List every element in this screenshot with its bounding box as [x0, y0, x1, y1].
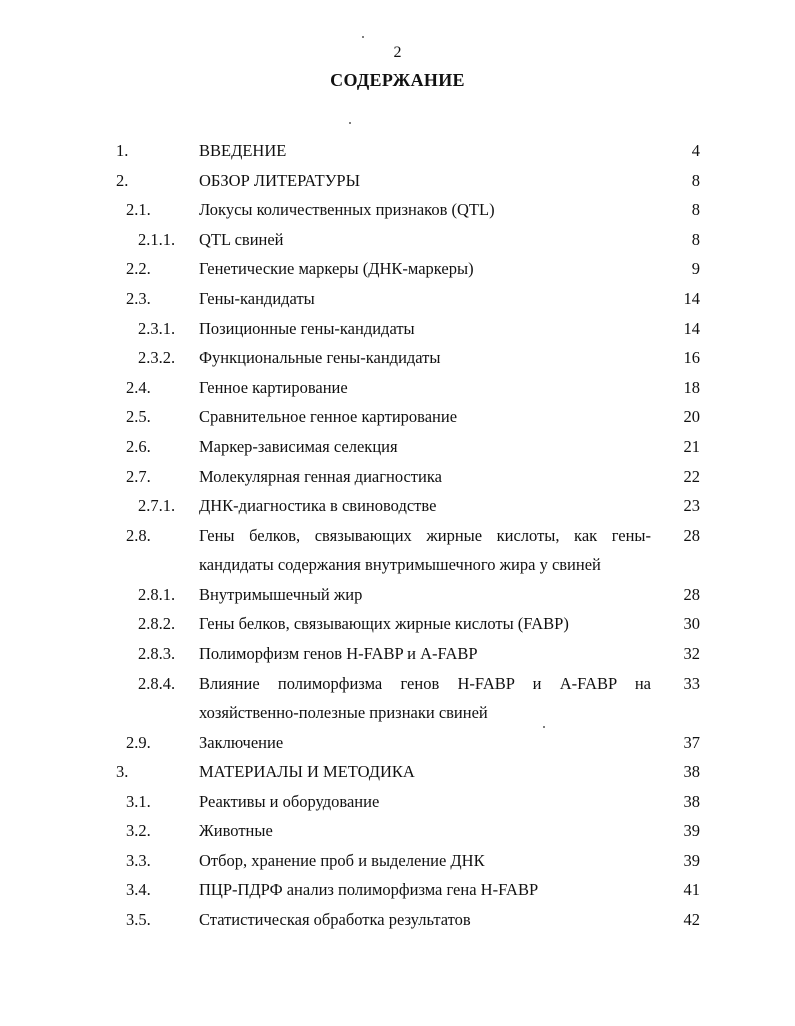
- toc-entry-number: 2.3.2.: [138, 348, 176, 368]
- toc-entry: [0, 787, 795, 817]
- toc-entry-title: ПЦР-ПДРФ анализ полиморфизма гена H-FABP: [199, 880, 539, 900]
- toc-entry-number: 2.1.1.: [138, 229, 176, 249]
- toc-entry-number: 2.6.: [126, 436, 151, 456]
- toc-entry-number: 3.3.: [126, 850, 151, 870]
- toc-entry: [0, 195, 795, 225]
- toc-entry-title: Реактивы и оборудование: [199, 791, 380, 811]
- toc-entry-title: Статистическая обработка результатов: [199, 910, 471, 930]
- toc-entry-page: 22: [683, 466, 700, 486]
- toc-entry-number: 3.5.: [126, 910, 151, 930]
- toc-entry: [0, 314, 795, 344]
- toc-title: СОДЕРЖАНИЕ: [330, 70, 465, 90]
- toc-entry-page: 42: [683, 910, 700, 930]
- toc-entry-page: 37: [683, 732, 700, 752]
- toc-entry-page: 8: [691, 200, 700, 220]
- toc-entry: [0, 373, 795, 403]
- toc-entry-number: 2.8.4.: [138, 673, 176, 693]
- toc-entry-title: QTL свиней: [199, 229, 284, 249]
- toc-entry-title: Животные: [199, 821, 273, 841]
- toc-entry-title: Генное картирование: [199, 377, 348, 397]
- toc-entry-page: 41: [683, 880, 700, 900]
- toc-entry-page: 14: [683, 318, 700, 338]
- toc-entry-page: 4: [691, 141, 700, 160]
- toc-entry: [0, 728, 795, 758]
- toc-entry-page: 32: [683, 643, 700, 663]
- toc-entry-title: Локусы количественных признаков (QTL): [199, 200, 495, 220]
- toc-entry-title: Заключение: [199, 732, 284, 752]
- toc-entry-number: 2.8.2.: [138, 614, 176, 634]
- toc-entry-title: Функциональные гены-кандидаты: [199, 348, 441, 368]
- scan-speck: [349, 122, 351, 124]
- toc-entry-number: 2.4.: [126, 377, 151, 397]
- toc-entry: [0, 284, 795, 314]
- toc-entry-number: 2.1.: [126, 200, 151, 220]
- toc-entry-number: 2.9.: [126, 732, 151, 752]
- toc-entry-page: 39: [683, 821, 700, 841]
- toc-entry-title: ВВЕДЕНИЕ: [199, 141, 287, 160]
- toc-entry-page: 28: [683, 584, 700, 604]
- toc-entry-page: 39: [683, 850, 700, 870]
- toc-entry-title: Генетические маркеры (ДНК-маркеры): [199, 259, 474, 279]
- toc-entry-title: Полиморфизм генов H-FABP и A-FABP: [199, 643, 478, 663]
- toc-entry: [0, 432, 795, 462]
- toc-entry-number: 1.: [116, 141, 129, 160]
- toc-entry: [0, 166, 795, 196]
- toc-entry-number: 2.8.: [126, 525, 151, 545]
- toc-entry: [0, 254, 795, 284]
- toc-entry: [0, 757, 795, 787]
- toc-entry-title: ДНК-диагностика в свиноводстве: [199, 496, 437, 516]
- toc-entry: [0, 816, 795, 846]
- toc-entry-number: 2.8.1.: [138, 584, 176, 604]
- toc-entry-title: Гены белков, связывающих жирные кислоты (FABP): [199, 614, 569, 634]
- toc-entry-title: Отбор, хранение проб и выделение ДНК: [199, 850, 485, 870]
- toc-entry: [0, 875, 795, 905]
- toc-entry-number: 2.5.: [126, 407, 151, 427]
- toc-entry-number: 2.8.3.: [138, 643, 176, 663]
- toc-entry-number: 2.3.1.: [138, 318, 176, 338]
- toc-entry-page: 14: [683, 288, 700, 308]
- toc-entry-page: 38: [683, 791, 700, 811]
- toc-entry-number: 3.2.: [126, 821, 151, 841]
- toc-entry-page: 18: [683, 377, 700, 397]
- toc-entry-title: Гены белков, связывающих жирные кислоты, как гены-кандидаты содержания внутримышечного жира у свиней: [199, 525, 651, 575]
- toc-entry-title: Маркер-зависимая селекция: [199, 436, 398, 456]
- toc-entry-number: 2.7.1.: [138, 496, 176, 516]
- toc-entry: [0, 669, 795, 728]
- toc-entry: [0, 609, 795, 639]
- toc-entry-page: 38: [683, 762, 700, 782]
- toc-entry-title: Сравнительное генное картирование: [199, 407, 458, 427]
- toc-entry-title: МАТЕРИАЛЫ И МЕТОДИКА: [199, 762, 415, 782]
- toc-entry-page: 30: [683, 614, 700, 634]
- toc-entry: [0, 225, 795, 255]
- toc-entry: [0, 462, 795, 492]
- toc-entry-title: Молекулярная генная диагностика: [199, 466, 442, 486]
- toc-entry-page: 16: [683, 348, 700, 368]
- toc-entry-page: 21: [683, 436, 700, 456]
- toc-entry-page: 8: [691, 229, 700, 249]
- toc-entry-number: 3.1.: [126, 791, 151, 811]
- toc-entry-title: Гены-кандидаты: [199, 288, 315, 308]
- toc-entry-title: ОБЗОР ЛИТЕРАТУРЫ: [199, 170, 360, 190]
- toc-entry-page: 28: [683, 525, 700, 545]
- toc-entry-page: 23: [683, 496, 700, 516]
- toc-entry-page: 20: [683, 407, 700, 427]
- toc-entry-number: 2.3.: [126, 288, 151, 308]
- toc-entry: [0, 846, 795, 876]
- toc-entry-page: 9: [691, 259, 700, 279]
- toc-entry-number: 3.4.: [126, 880, 151, 900]
- toc-entry: [0, 491, 795, 521]
- toc-entry-number: 3.: [116, 762, 129, 782]
- toc-entry-page: 33: [683, 673, 700, 693]
- scan-speck: [362, 36, 364, 38]
- toc-entry-number: 2.: [116, 170, 129, 190]
- toc-entry: [0, 343, 795, 373]
- toc-entry-number: 2.7.: [126, 466, 151, 486]
- toc-entry: [0, 580, 795, 610]
- toc-entry: [0, 639, 795, 669]
- toc-entry: [0, 521, 795, 580]
- toc-entry: [0, 136, 795, 166]
- toc-entry: [0, 905, 795, 935]
- toc-entry-page: 8: [691, 170, 700, 190]
- table-of-contents: [0, 136, 795, 935]
- toc-entry-title: Влияние полиморфизма генов H-FABP и A-FABP на хозяйственно-полезные признаки свиней: [199, 673, 651, 723]
- toc-entry-number: 2.2.: [126, 259, 151, 279]
- page-number: 2: [393, 44, 402, 61]
- toc-entry-title: Внутримышечный жир: [199, 584, 363, 604]
- toc-entry-title: Позиционные гены-кандидаты: [199, 318, 415, 338]
- toc-entry: [0, 402, 795, 432]
